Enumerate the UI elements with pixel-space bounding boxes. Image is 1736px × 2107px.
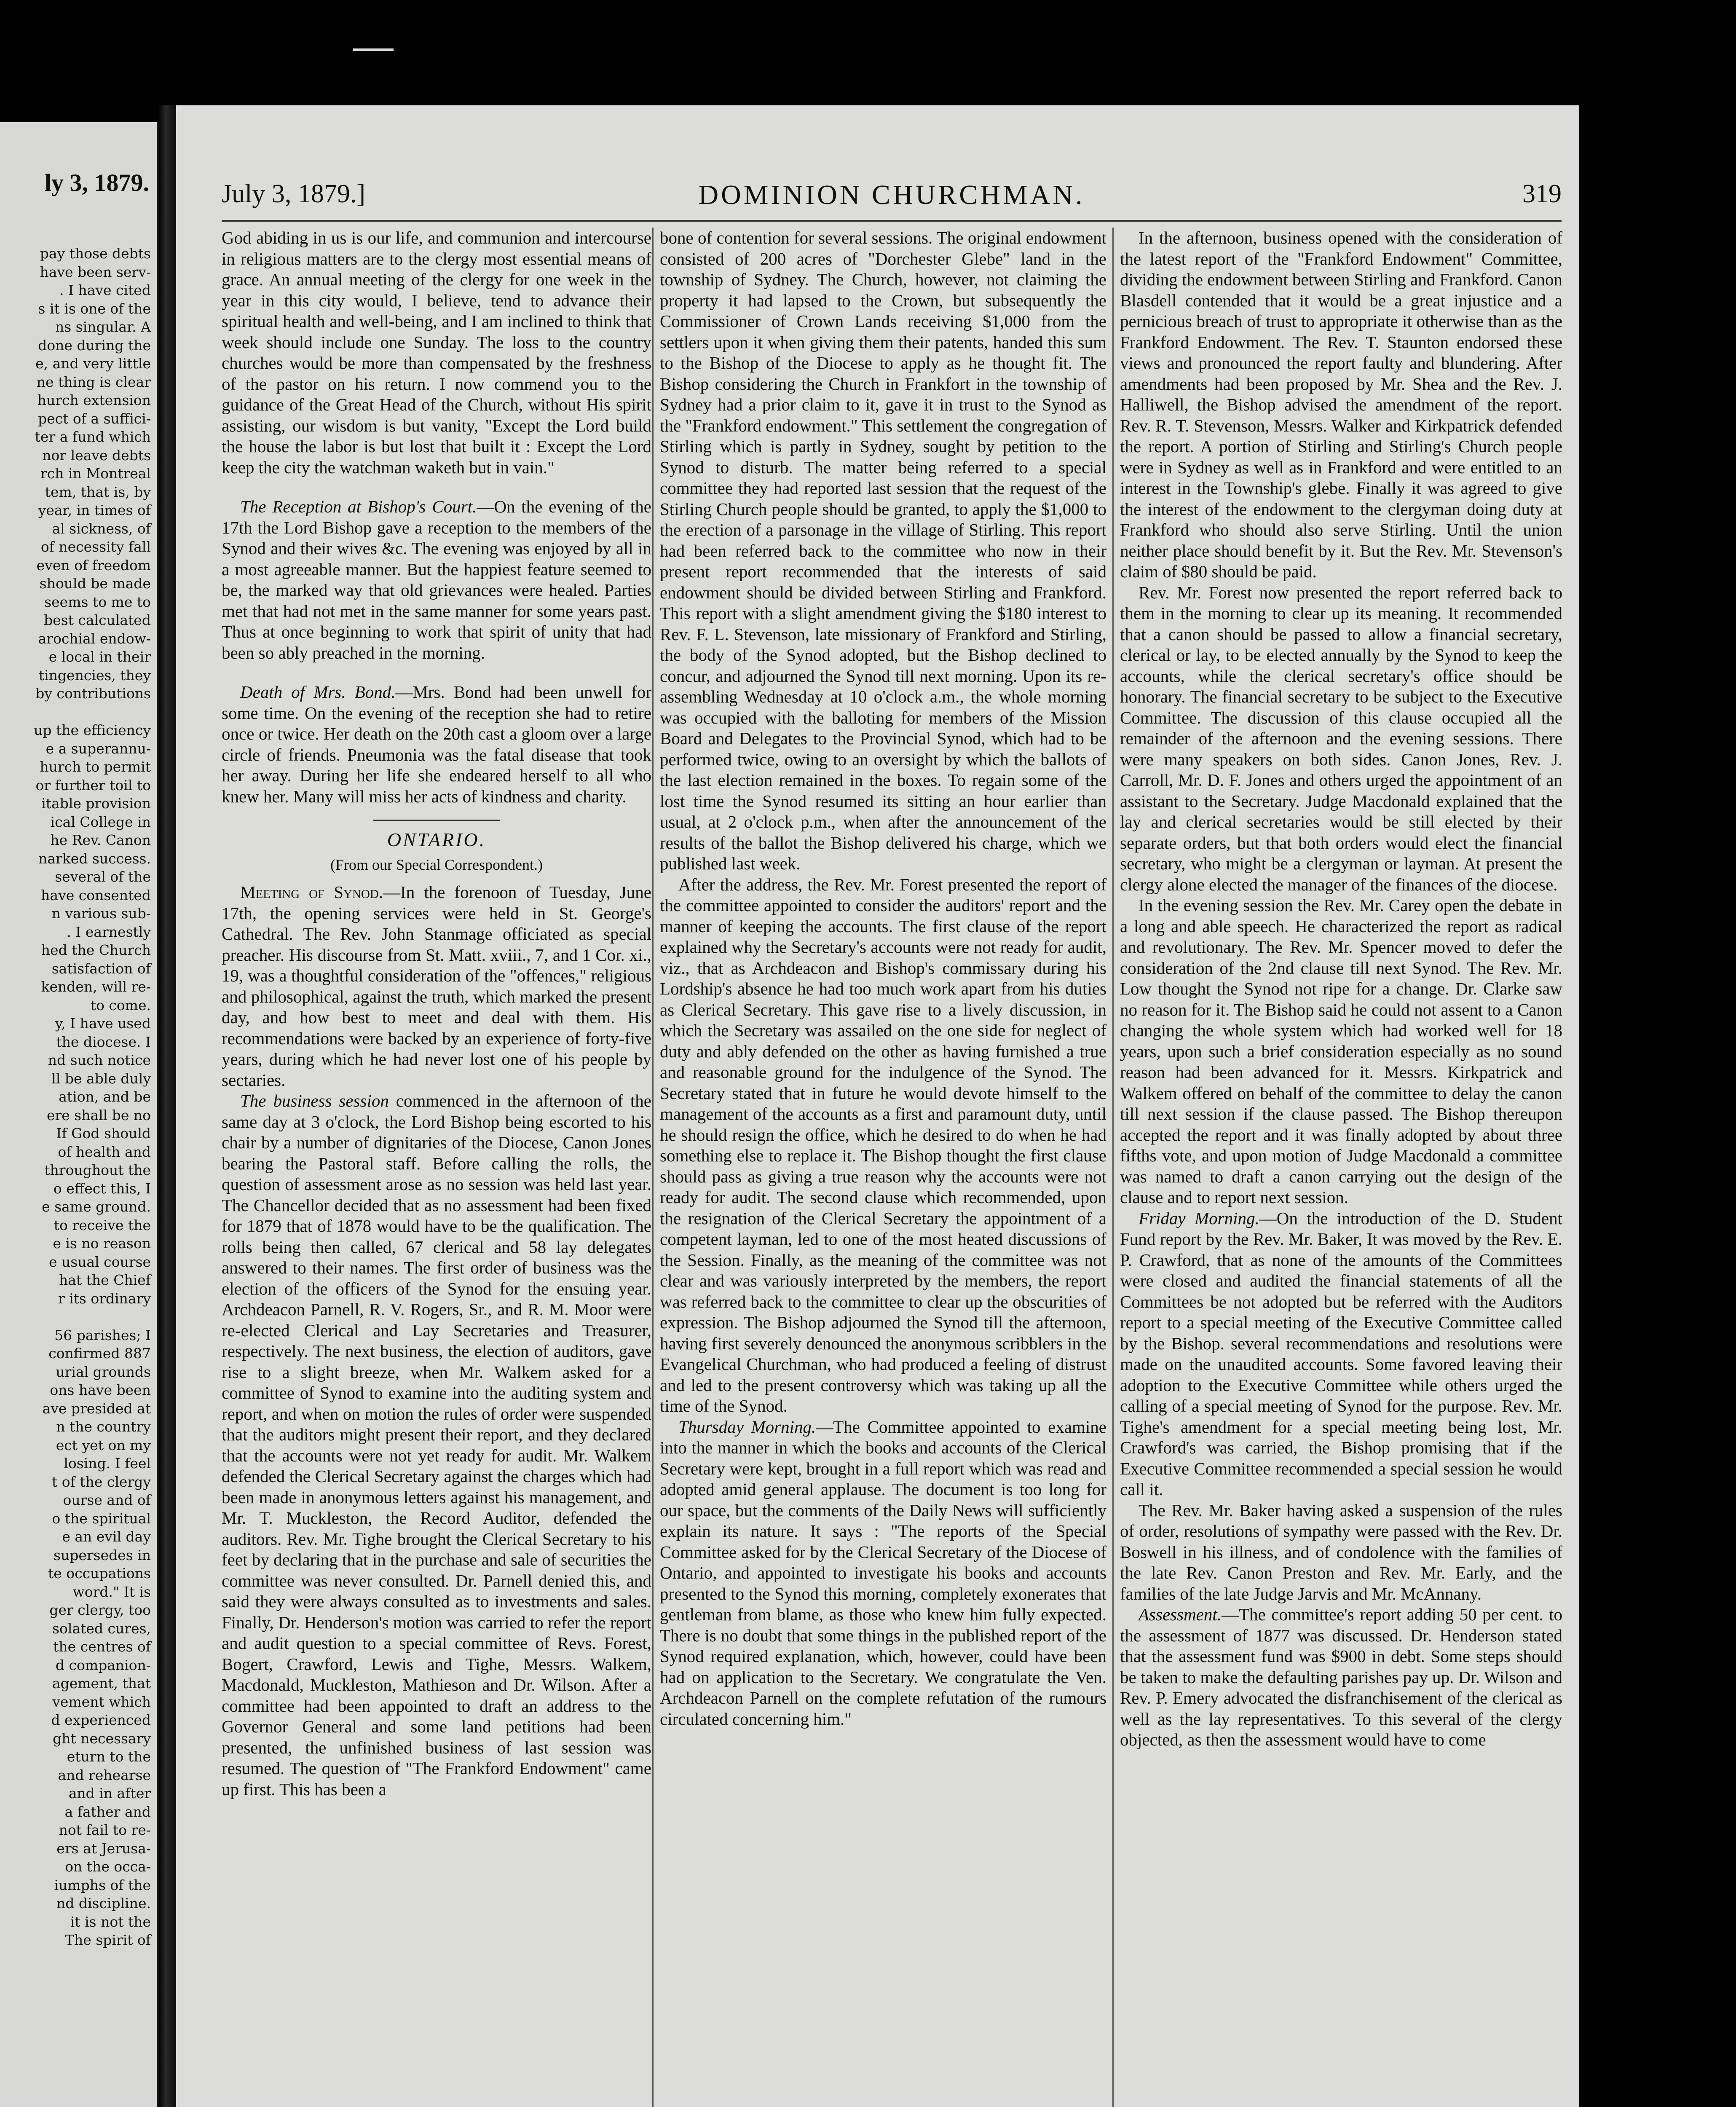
paragraph [660,1417,1106,1730]
text-fragment: d companion- [55,1657,151,1673]
previous-page-header: ly 3, 1879. [44,169,149,196]
text-fragment: o the spiritual [52,1510,151,1527]
text-fragment: and in after [68,1785,151,1801]
text-fragment: ect yet on my [56,1437,151,1453]
header-date: July 3, 1879.] [222,180,365,208]
text-fragment: y, I have used [55,1015,151,1032]
text-fragment: or further toil to [35,777,151,793]
text-fragment: should be made [39,575,151,592]
text-fragment: narked success. [38,850,151,867]
text-fragment: losing. I feel [64,1455,151,1472]
paragraph-text: —The Committee appointed to examine into the manner in which the books and accounts of the Clerical Secretary were kept, brought in a full report which was read and adopted amid general applause. The document is too long for our space, but the comments of the Daily News will sufficiently explain its nature. It says : "The reports of the Special Committee asked for by the Clerical Secretary of the Diocese of Ontario, and appointed to investigate his books and accounts presented to the Synod this morning, completely exonerates that gentleman from blame, as those who knew him fully expected. There is no doubt that some things in the published report of the Synod required explanation, which, however, could have been had on application to the Secretary. We congratulate the Ven. Archdeacon Parnell on the complete refutation of the rumours circulated concerning him." [660,1417,1106,1729]
text-fragment: o effect this, I [53,1180,151,1197]
text-fragment: ons have been [50,1382,151,1398]
text-fragment: arochial endow- [38,630,151,647]
page-number: 319 [1522,180,1562,208]
text-fragment: satisfaction of [51,960,151,977]
text-fragment: nor leave debts [42,447,151,464]
paragraph: After the address, the Rev. Mr. Forest presented the report of the committee appointed to consider the auditors' report and the manner of keeping the accounts. The first clause of the report explained why the Secretary's accounts were not ready for audit, viz., that as Archdeacon and Bishop's commissary during his Lordship's absence he had too much work apart from his duties as Clerical Secretary. This gave rise to a lively discussion, in which the Secretary was assailed on the one side for neglect of duty and ably defended on the other as having furnished a true and reasonable ground for the indulgence of the Synod. The Secretary stated that in future he would devote himself to the management of the accounts as a first and paramount duty, until he should resign the office, which he desired to do when he had something else to replace it. The Bishop thought the first clause should pass as giving a true reason why the accounts were not ready for audit. The second clause which recommended, upon the resignation of the Clerical Secretary the appointment of a competent layman, led to one of the most heated discussions of the Session. Finally, as the meaning of the committee was not clear and was variously interpreted by the members, the report was referred back to the committee to clear up the obscurities of expression. The Bishop adjourned the Synod till the afternoon, having first severely denounced the anonymous scribblers in the Evangelical Churchman, who had produced a feeling of distrust and led to the present controversy which was taking up all the time of the Synod. [660,874,1106,1415]
header-rule [222,220,1562,222]
text-fragment: supersedes in [54,1547,151,1563]
page-gutter-shadow [159,105,176,2107]
text-fragment: by contributions [35,685,151,702]
text-fragment: ers at Jerusa- [56,1840,151,1857]
text-fragment: rch in Montreal [40,465,151,482]
paragraph: The Rev. Mr. Baker having asked a suspension of the rules of order, resolutions of sympathy were passed with the Rev. Dr. Boswell in his illness, and of condolence with the families of the late Rev. Canon Preston and Rev. Mr. Early, and the families of the late Judge Jarvis and Mr. McAnnany. [1120,1500,1562,1603]
newspaper-page [176,105,1579,2107]
text-fragment: seems to me to [44,593,151,610]
text-fragment: ave presided at [42,1400,151,1417]
column-1 [222,228,651,1800]
paragraph [1120,1208,1562,1500]
text-fragment: hat the Chief [59,1272,151,1288]
paragraph-text: —The committee's report adding 50 per cent. to the assessment of 1877 was discussed. Dr. Henderson stated that the assessment fund was $900 in debt. Some steps should be taken to make the defaulting parishes pay up. Dr. Wilson and Rev. P. Emery advocated the disfranchisement of the clerical as well as the lay representatives. To this several of the clergy objected, as then the assessment would have to come [1120,1605,1562,1749]
text-fragment: on the occa- [65,1858,151,1875]
text-fragment: throughout the [44,1162,151,1178]
text-fragment [0,1308,157,1326]
text-fragment: e same ground. [42,1198,151,1215]
film-tear-mark [353,48,394,51]
text-fragment: e is no reason [53,1235,151,1252]
paragraph [222,682,651,807]
text-fragment: confirmed 887 [48,1345,151,1362]
previous-page-text [0,244,157,1949]
paragraph-heading: The Reception at Bishop's Court. [240,497,477,516]
text-fragment: nd such notice [48,1052,151,1068]
text-fragment: r its ordinary [58,1290,151,1307]
text-fragment: up the efficiency [34,722,151,738]
paragraph: In the afternoon, business opened with the consideration of the latest report of the "Frankford Endowment" Committee, dividing the endowment between Stirling and Frankford. Canon Blasdell contended that it would be a great injustice and a pernicious breach of trust to appropriate it otherwise than as the Frankford Endowment. The Rev. T. Staunton endorsed these views and pronounced the report faulty and blundering. After amendments had been proposed by Mr. Shea and the Rev. J. Halliwell, the Bishop advised the amendment of the report. Rev. R. T. Stevenson, Messrs. Walker and Kirkpatrick defended the report. A portion of Stirling and Stirling's Church people were in Sydney as well as in Frankford and were entitled to an interest in the Township's glebe. Finally it was agreed to give the interest of the endowment to the clergyman doing duty at Frankford who should also serve Stirling. Until the union neither place should benefit by it. But the Rev. Mr. Stevenson's claim of $80 should be paid. [1120,228,1562,581]
column-3 [1120,228,1562,1750]
text-fragment: hurch to permit [40,759,151,775]
text-fragment: n various sub- [51,905,151,922]
text-fragment: ne thing is clear [36,373,151,390]
text-fragment: the centres of [53,1638,151,1655]
text-fragment: tingencies, they [38,667,151,684]
text-fragment: word." It is [72,1583,151,1600]
page-header [222,179,1562,217]
text-fragment: best calculated [44,612,151,628]
text-fragment: d experienced [51,1712,151,1728]
paragraph [1120,1604,1562,1750]
text-fragment: itable provision [41,795,151,812]
text-fragment: to come. [90,997,151,1013]
text-fragment: al sickness, of [52,520,151,537]
text-fragment: solated cures, [52,1620,151,1637]
paragraph-heading: Meeting of Synod. [240,882,383,902]
text-fragment: have consented [41,887,151,903]
text-fragment: hed the Church [41,942,151,958]
paragraph-heading: Friday Morning. [1139,1208,1259,1228]
text-fragment: and rehearse [58,1767,151,1783]
paragraph-text: —Mrs. Bond had been unwell for some time. On the evening of the reception she had to retire once or twice. Her death on the 20th cast a gloom over a large circle of friends. Pneumonia was the fatal disease that took her away. During her life she endeared herself to all who knew her. Many will miss her acts of kindness and charity. [222,682,652,806]
text-fragment: e a superannu- [46,740,151,757]
text-fragment: kenden, will re- [41,978,151,995]
text-fragment: ll be able duly [51,1070,151,1087]
text-fragment: several of the [55,869,151,885]
text-fragment: n the country [56,1418,151,1435]
text-fragment: . I earnestly [67,923,151,940]
text-fragment: of necessity fall [40,539,151,555]
text-fragment: year, in times of [38,502,151,518]
paragraph-heading: Assessment. [1139,1605,1222,1624]
text-fragment: ns singular. A [55,319,151,335]
paragraph: God abiding in us is our life, and communion and intercourse in religious matters are to the clergy most essential means of grace. An annual meeting of the clergy for one week in the year in this city would, I believe, tend to advance their spiritual health and well-being, and I am inclined to think that week should include one Sunday. The loss to the country churches would be more than compensated by the freshness of the pastor on his return. I now commend you to the guidance of the Great Head of the Church, without His spirit assisting, our wisdom is but vanity, "Except the Lord build the house the labor is but lost that built it : Except the Lord keep the city the watchman waketh but in vain." [222,228,651,477]
text-fragment: done during the [38,337,151,354]
text-fragment: If God should [56,1125,151,1142]
text-fragment: agement, that [52,1675,151,1691]
text-fragment: The spirit of [64,1932,151,1948]
text-fragment: t of the clergy [52,1473,151,1490]
paragraph: In the evening session the Rev. Mr. Carey open the debate in a long and able speech. He characterized the report as radical and revolutionary. The Rev. Mr. Spencer moved to defer the consideration of the 2nd clause till next Synod. The Rev. Mr. Low thought the Synod not ripe for a change. Dr. Clarke saw no reason for it. The Bishop said he could not assent to a Canon changing the whole system which had worked well for 18 years, upon such a brief consideration especially as no sound reason had been advanced for it. Messrs. Kirkpatrick and Walkem offered on behalf of the committee to delay the canon till next session if the clause passed. The Bishop thereupon accepted the report and it was finally adopted by about three fifths vote, and upon motion of Judge Macdonald a committee was named to draft a canon carrying out the design of the clause and to report next session. [1120,895,1562,1207]
text-fragment: ger clergy, too [49,1602,151,1618]
paragraph: Rev. Mr. Forest now presented the report referred back to them in the morning to clear up its meaning. It recommended that a canon should be passed to allow a financial secretary, clerical or lay, to be elected annually by the Synod to keep the accounts, while the clerical secretary's office should be honorary. The financial secretary to be subject to the Executive Committee. The discussion of this clause occupied all the remainder of the afternoon and the evening sessions. There were many speakers on both sides. Canon Jones, Rev. J. Carroll, Mr. D. F. Jones and others urged the appointment of an assistant to the Secretary. Judge Macdonald explained that the lay and clerical secretaries would be still elected by their separate orders, but that both orders would elect the financial secretary, who might be a clergyman or layman. At present the clergy alone elected the manager of the finances of the diocese. [1120,582,1562,894]
text-fragment: a father and [64,1803,151,1820]
text-fragment: ere shall be no [46,1107,151,1123]
column-divider [652,228,654,2107]
text-fragment: urial grounds [56,1363,151,1380]
text-fragment: pect of a suffici- [38,410,151,427]
text-fragment: 56 parishes; I [54,1327,151,1343]
text-fragment: tem, that is, by [45,483,151,500]
text-fragment: s it is one of the [38,300,151,317]
text-fragment: he Rev. Canon [50,832,151,848]
paragraph [222,1091,651,1800]
text-fragment: e an evil day [62,1528,151,1545]
paragraph-heading: Death of Mrs. Bond. [240,682,396,702]
text-fragment: ter a fund which [35,429,151,445]
text-fragment: ght necessary [53,1730,151,1747]
masthead-title: DOMINION CHURCHMAN. [698,180,1085,210]
section-title: ONTARIO. [387,829,486,850]
paragraph [222,882,651,1091]
paragraph-heading: Thursday Morning. [678,1417,816,1437]
text-fragment: nd discipline. [56,1895,151,1911]
text-fragment: . I have cited [59,282,151,298]
text-fragment: pay those debts [40,245,151,262]
text-fragment: e usual course [48,1253,151,1270]
text-fragment: iumphs of the [54,1876,151,1893]
text-fragment: e local in their [48,649,151,665]
text-fragment: ical College in [50,813,151,830]
text-fragment: not fail to re- [59,1822,151,1838]
previous-page-fragment [0,122,159,2107]
paragraph [222,496,651,663]
text-fragment: the diocese. I [56,1033,151,1050]
text-fragment: it is not the [70,1913,151,1930]
section-rule [373,820,500,821]
paragraph-text: —On the introduction of the D. Student Fund report by the Rev. Mr. Baker, It was moved by the Rev. E. P. Crawford, that as none of the amounts of the Committees were closed and audited the financial statements of all the Committees be not adopted but be referred with the Auditors report to a special meeting of the Executive Committee called by the Bishop. several recommendations and resolutions were made on the unaudited accounts. Some favored leaving their adoption to the Executive Committee while others urged the calling of a special meeting of Synod for the purpose. Rev. Mr. Tighe's amendment for a special meeting being lost, Mr. Crawford's was carried, the Bishop promising that if the Executive Committee recommended a special session he would call it. [1120,1208,1562,1499]
paragraph-heading: The business session [240,1091,389,1110]
column-2 [660,228,1106,1729]
text-fragment: e, and very little [35,355,151,372]
text-fragment: even of freedom [36,557,151,574]
text-fragment: hurch extension [37,392,151,408]
text-fragment: eturn to the [67,1748,151,1765]
text-fragment: ation, and be [59,1088,151,1105]
text-fragment: ourse and of [63,1492,151,1508]
section-subtitle: (From our Special Correspondent.) [330,856,543,873]
text-fragment: have been serv- [40,263,151,280]
paragraph: bone of contention for several sessions. The original endowment consisted of 200 acres of "Dorchester Glebe" land in the township of Sydney. The Church, however, not claiming the property it had lapsed to the Crown, but subsequently the Commissioner of Crown Lands receiving $1,000 from the settlers upon it when giving them their patents, handed this sum to the Bishop of the Diocese to apply as he thought fit. The Bishop considering the Church in Frankfort in the township of Sydney had a prior claim to it, gave it in trust to the Synod as the "Frankford endowment." This settlement the congregation of Stirling which is partly in Sydney, sought by petition to the Synod to disturb. The matter being referred to a special committee they had reported last session that the request of the Stirling Church people should be granted, to apply the $1,000 to the erection of a parsonage in the village of Stirling. This report had been referred back to the committee who now in their present report recommended that the interests of said endowment should be divided between Stirling and Frankford. This report with a slight amendment giving the $180 interest to Rev. F. L. Stevenson, late missionary of Frankford and Stirling, the body of the Synod adopted, but the Bishop declined to concur, and adjourned the Synod till next morning. Upon its re-assembling Wednesday at 10 o'clock a.m., the whole morning was occupied with the balloting for members of the Mission Board and Delegates to the Provincial Synod, which had to be performed twice, owing to an oversight by which the ballots of the last election remained in the boxes. To regain some of the lost time the Synod resumed its sitting an hour earlier than usual, at 2 o'clock p.m., when after the announcement of the results of the ballot the Bishop delivered his charge, which we published last week. [660,228,1106,873]
text-fragment: of health and [58,1143,151,1160]
paragraph-text: —On the evening of the 17th the Lord Bishop gave a reception to the members of the Synod and their wives &c. The evening was enjoyed by all in a most agreeable manner. But the happiest feature seemed to be, the marked way that old grievances were healed. Parties met that had not met in the same manner for some years past. Thus at once beginning to work that spirit of unity that had been so ably preached in the morning. [222,497,651,662]
paragraph-text: —In the forenoon of Tuesday, June 17th, the opening services were held in St. George's Cathedral. The Rev. John Stanmage officiated as special preacher. His discourse from St. Matt. xviii., 7, and 1 Cor. xi., 19, was a thoughtful consideration of the "offences," religious and philosophical, against the truth, which marked the present day, and how best to meet and deal with them. His recommendations were backed by an experience of forty-five years, during which he had never lost one of his people by sectaries. [222,882,651,1090]
text-fragment: vement which [52,1693,151,1710]
text-fragment [0,703,157,721]
text-fragment: te occupations [48,1565,151,1582]
text-fragment: to receive the [54,1217,151,1233]
column-divider [1112,228,1114,2107]
paragraph-text: commenced in the afternoon of the same day at 3 o'clock, the Lord Bishop being escorted to his chair by a number of dignitaries of the Diocese, Canon Jones bearing the Pastoral staff. Before calling the rolls, the question of assessment arose as no session was held last year. The Chancellor decided that as no assessment had been fixed for 1879 that of 1878 would have to be the qualification. The rolls being then called, 67 clerical and 58 lay delegates answered to their names. The first order of business was the election of the officers of the Synod for the ensuing year. Archdeacon Parnell, R. V. Rogers, Sr., and R. M. Moor were re-elected Clerical and Lay Secretaries and Treasurer, respectively. The next business, the election of auditors, gave rise to a slight breeze, when Mr. Walkem asked for a committee of Synod to examine into the auditing system and report, and when on motion the rules of order were suspended that the auditors might present their report, and they declared that the accounts were not yet ready for audit. Mr. Walkem defended the Clerical Secretary against the charges which had been made in anonymous letters against his management, and Mr. T. Muckleston, the Record Auditor, defended the auditors. Rev. Mr. Tighe brought the Clerical Secretary to his feet by declaring that in the purchase and sale of securities the committee was never consulted. Dr. Parnell denied this, and said they were always consulted as to investments and sales. Finally, Dr. Henderson's motion was carried to refer the report and audit question to a special committee of Revs. Forest, Bogert, Crawford, Lewis and Tighe, Messrs. Walkem, Macdonald, Muckleston, Mathieson and Dr. Wilson. After a committee had been appointed to draft an address to the Governor General and some land petitions had been presented, the unfinished business of last session was resumed. The question of "The Frankford Endowment" came up first. This has been a [222,1091,651,1799]
